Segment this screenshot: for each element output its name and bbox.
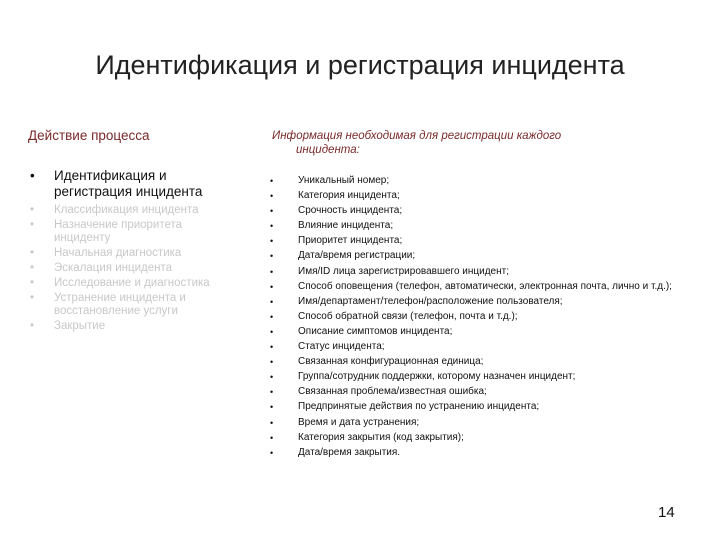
bullet-icon: •	[270, 236, 274, 247]
registration-field-label: Приоритет инцидента;	[298, 235, 403, 247]
registration-field-item	[270, 266, 690, 279]
bullet-icon: •	[30, 320, 35, 332]
registration-field-label: Имя/ID лица зарегистрировавшего инцидент;	[298, 265, 510, 277]
bullet-icon: •	[30, 168, 35, 183]
process-step-label: Закрытие	[54, 320, 106, 332]
process-step-label: Начальная диагностика	[54, 247, 182, 259]
process-step	[30, 277, 230, 290]
registration-field-item	[270, 447, 690, 460]
registration-field-item	[270, 311, 690, 324]
registration-field-label: Дата/время регистрации;	[298, 250, 416, 262]
bullet-icon: •	[270, 296, 274, 307]
registration-field-item	[270, 250, 690, 263]
registration-field-label: Связанная проблема/известная ошибка;	[298, 386, 487, 398]
registration-field-item	[270, 220, 690, 233]
registration-info-heading-line1: Информация необходимая для регистрации каждого	[272, 130, 562, 142]
bullet-icon: •	[30, 219, 35, 231]
process-step-label: Эскалация инцидента	[54, 262, 173, 274]
registration-field-label: Имя/департамент/телефон/расположение пользователя;	[298, 295, 563, 307]
process-step	[30, 262, 230, 275]
registration-field-label: Описание симптомов инцидента;	[298, 325, 453, 337]
bullet-icon: •	[30, 262, 35, 274]
registration-field-item	[270, 401, 690, 414]
bullet-icon: •	[270, 447, 274, 458]
bullet-icon: •	[270, 326, 274, 337]
registration-field-item	[270, 371, 690, 384]
bullet-icon: •	[30, 204, 35, 216]
registration-field-label: Влияние инцидента;	[298, 220, 394, 232]
process-step	[30, 292, 230, 318]
process-step	[30, 219, 230, 245]
bullet-icon: •	[270, 372, 274, 383]
registration-fields-list	[270, 175, 690, 462]
page-number: 14	[658, 504, 675, 521]
process-step	[30, 320, 230, 333]
registration-field-label: Категория закрытия (код закрытия);	[298, 431, 464, 443]
process-step	[30, 247, 230, 260]
registration-field-item	[270, 326, 690, 339]
bullet-icon: •	[270, 432, 274, 443]
bullet-icon: •	[270, 251, 274, 262]
process-step-current	[30, 168, 230, 200]
registration-field-item	[270, 341, 690, 354]
process-step-label: Назначение приоритета инциденту	[54, 219, 183, 244]
registration-field-label: Способ оповещения (телефон, автоматически, электронная почта, лично и т.д.);	[298, 280, 672, 292]
bullet-icon: •	[30, 277, 35, 289]
registration-field-label: Статус инцидента;	[298, 341, 385, 353]
slide-title: Идентификация и регистрация инцидента	[95, 50, 625, 80]
bullet-icon: •	[270, 266, 274, 277]
registration-field-label: Дата/время закрытия.	[298, 446, 401, 458]
bullet-icon: •	[270, 402, 274, 413]
registration-field-item	[270, 432, 690, 445]
registration-field-item	[270, 175, 690, 188]
bullet-icon: •	[30, 292, 35, 304]
bullet-icon: •	[270, 357, 274, 368]
registration-field-label: Срочность инцидента;	[298, 205, 403, 217]
registration-field-item	[270, 417, 690, 430]
registration-field-label: Категория инцидента;	[298, 190, 400, 202]
process-step-label: Классификация инцидента	[54, 204, 199, 216]
process-steps-list	[30, 168, 230, 335]
registration-field-item	[270, 190, 690, 203]
process-step	[30, 204, 230, 217]
registration-field-label: Группа/сотрудник поддержки, которому назначен инцидент;	[298, 371, 576, 383]
bullet-icon: •	[270, 342, 274, 353]
bullet-icon: •	[270, 311, 274, 322]
bullet-icon: •	[270, 206, 274, 217]
bullet-icon: •	[270, 221, 274, 232]
process-step-label: Исследование и диагностика	[54, 277, 210, 289]
registration-field-item	[270, 356, 690, 369]
registration-info-heading-line2: инцидента:	[296, 144, 360, 156]
registration-field-item	[270, 205, 690, 218]
bullet-icon: •	[270, 281, 274, 292]
registration-field-item	[270, 296, 690, 309]
registration-field-label: Предпринятые действия по устранению инцидента;	[298, 401, 540, 413]
registration-field-item	[270, 281, 690, 294]
bullet-icon: •	[270, 191, 274, 202]
registration-field-label: Связанная конфигурационная единица;	[298, 356, 484, 368]
registration-field-item	[270, 235, 690, 248]
bullet-icon: •	[270, 387, 274, 398]
registration-field-label: Уникальный номер;	[298, 175, 390, 186]
process-step-label: Идентификация и регистрация инцидента	[54, 168, 203, 199]
registration-field-item	[270, 386, 690, 399]
bullet-icon: •	[270, 176, 274, 186]
process-action-heading: Действие процесса	[28, 128, 150, 143]
registration-field-label: Время и дата устранения;	[298, 416, 420, 428]
registration-info-heading	[272, 129, 652, 157]
registration-field-label: Способ обратной связи (телефон, почта и т.д.);	[298, 310, 518, 322]
bullet-icon: •	[270, 417, 274, 428]
bullet-icon: •	[30, 247, 35, 259]
process-step-label: Устранение инцидента и восстановление услуги	[54, 292, 186, 317]
